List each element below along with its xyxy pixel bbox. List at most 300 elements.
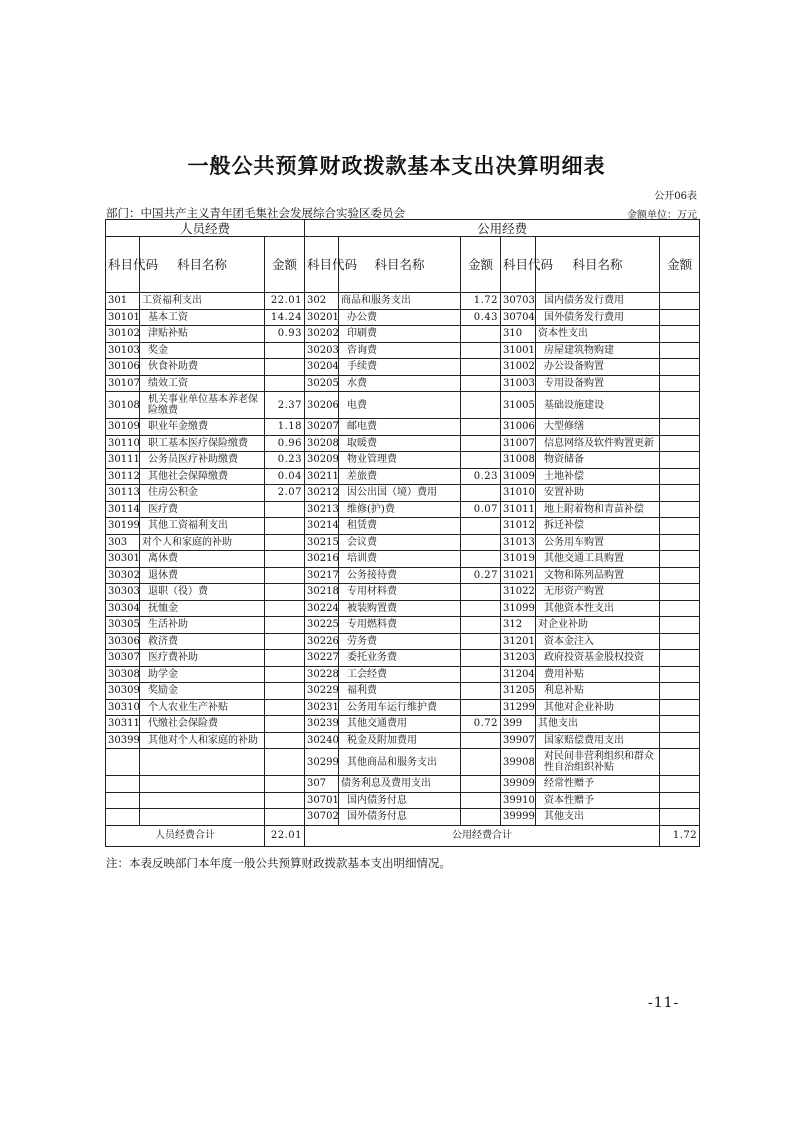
name-cell: 代缴社会保险费 [140,716,265,733]
amount-cell [265,534,305,551]
code-cell: 30108 [106,392,140,419]
name-cell: 维修(护)费 [339,501,461,518]
name-cell: 费用补贴 [536,666,660,683]
name-cell [140,749,265,776]
table-row [106,392,700,419]
personnel-total-label: 人员经费合计 [106,825,265,846]
amount-cell [265,584,305,601]
name-cell: 取暖费 [339,435,461,452]
code-cell: 30231 [305,699,339,716]
code-cell: 30112 [106,468,140,485]
code-cell: 39909 [501,776,536,793]
department-label: 部门：中国共产主义青年团毛集社会发展综合实验区委员会 [106,206,405,220]
table-row [106,567,700,584]
amount-cell [660,551,700,568]
table-row [106,468,700,485]
name-cell: 抚恤金 [140,600,265,617]
code-cell: 30229 [305,683,339,700]
name-cell: 专用设备购置 [536,375,660,392]
name-cell: 培训费 [339,551,461,568]
amount-cell [265,518,305,535]
amount-cell: 0.04 [265,468,305,485]
name-header: 科目名称 [339,237,461,293]
name-cell: 差旅费 [339,468,461,485]
code-cell: 31010 [501,485,536,502]
amount-cell [265,776,305,793]
amount-cell [461,534,501,551]
code-cell: 310 [501,326,536,343]
code-cell: 30216 [305,551,339,568]
code-cell: 301 [106,293,140,310]
table-row [106,551,700,568]
header-group-row [106,220,700,237]
code-cell: 30302 [106,567,140,584]
header-columns-row [106,237,700,293]
amount-cell: 0.23 [461,468,501,485]
amount-cell [660,342,700,359]
code-cell: 30218 [305,584,339,601]
name-cell [140,792,265,809]
amount-cell: 0.43 [461,309,501,326]
amount-cell [461,375,501,392]
page-title: 一般公共预算财政拨款基本支出决算明细表 [187,154,606,178]
name-cell: 国内债务付息 [339,792,461,809]
table-row [106,617,700,634]
amount-cell [660,792,700,809]
amount-cell [265,551,305,568]
amount-cell [660,375,700,392]
code-cell: 30239 [305,716,339,733]
name-cell: 手续费 [339,359,461,376]
amount-cell [660,617,700,634]
amount-cell [265,809,305,826]
name-cell: 利息补贴 [536,683,660,700]
amount-cell [265,716,305,733]
code-cell: 30308 [106,666,140,683]
name-cell: 因公出国（境）费用 [339,485,461,502]
code-cell: 30224 [305,600,339,617]
amount-cell [265,600,305,617]
code-cell: 30311 [106,716,140,733]
amount-cell [461,359,501,376]
amount-cell: 0.72 [461,716,501,733]
code-cell: 30217 [305,567,339,584]
code-cell: 31022 [501,584,536,601]
name-cell: 邮电费 [339,419,461,436]
name-cell: 公务接待费 [339,567,461,584]
name-cell: 工会经费 [339,666,461,683]
name-cell: 职工基本医疗保险缴费 [140,435,265,452]
name-cell: 咨询费 [339,342,461,359]
amount-cell [660,650,700,667]
table-row [106,666,700,683]
code-cell: 30213 [305,501,339,518]
name-cell: 安置补助 [536,485,660,502]
code-cell: 31201 [501,633,536,650]
amount-cell: 2.37 [265,392,305,419]
amount-cell [660,518,700,535]
amount-cell [660,749,700,776]
code-cell: 30209 [305,452,339,469]
name-cell: 职业年金缴费 [140,419,265,436]
name-cell: 国外债务付息 [339,809,461,826]
name-cell: 文物和陈列品购置 [536,567,660,584]
page-number: -11- [648,995,680,1011]
code-cell: 30399 [106,732,140,749]
code-cell: 30701 [305,792,339,809]
amount-cell: 0.07 [461,501,501,518]
table-row [106,699,700,716]
code-cell: 399 [501,716,536,733]
amount-cell [461,809,501,826]
code-cell: 30201 [305,309,339,326]
code-cell: 30107 [106,375,140,392]
amount-cell [461,435,501,452]
name-cell: 对企业补助 [536,617,660,634]
code-cell: 39908 [501,749,536,776]
name-cell: 劳务费 [339,633,461,650]
code-cell: 30227 [305,650,339,667]
name-cell: 公务员医疗补助缴费 [140,452,265,469]
amount-cell [461,419,501,436]
name-cell: 个人农业生产补贴 [140,699,265,716]
code-cell: 31001 [501,342,536,359]
name-cell: 离休费 [140,551,265,568]
code-cell: 31021 [501,567,536,584]
name-cell: 津贴补贴 [140,326,265,343]
code-cell [106,809,140,826]
code-cell: 30304 [106,600,140,617]
code-cell: 31204 [501,666,536,683]
amount-cell [660,435,700,452]
code-cell: 30215 [305,534,339,551]
amount-cell: 0.27 [461,567,501,584]
amount-cell [660,501,700,518]
code-cell: 39910 [501,792,536,809]
code-header: 科目代码 [106,237,140,293]
amount-cell [461,617,501,634]
table-row [106,342,700,359]
name-cell: 办公费 [339,309,461,326]
amount-cell: 1.72 [461,293,501,310]
code-cell: 30202 [305,326,339,343]
code-cell: 31003 [501,375,536,392]
code-cell: 30704 [501,309,536,326]
amount-cell [265,792,305,809]
name-cell: 基本工资 [140,309,265,326]
name-cell: 绩效工资 [140,375,265,392]
table-row [106,485,700,502]
code-cell: 30208 [305,435,339,452]
amount-cell: 14.24 [265,309,305,326]
amount-cell: 1.18 [265,419,305,436]
code-cell: 30203 [305,342,339,359]
amount-header: 金额 [265,237,305,293]
table-row [106,809,700,826]
name-cell: 公务用车运行维护费 [339,699,461,716]
name-cell: 水费 [339,375,461,392]
name-cell: 其他商品和服务支出 [339,749,461,776]
name-cell: 其他支出 [536,716,660,733]
amount-cell [461,518,501,535]
code-cell: 31013 [501,534,536,551]
table-row [106,419,700,436]
amount-cell [461,551,501,568]
code-cell: 30114 [106,501,140,518]
amount-cell [461,342,501,359]
name-cell: 伙食补助费 [140,359,265,376]
code-cell [106,776,140,793]
name-cell: 公务用车购置 [536,534,660,551]
public-total-label: 公用经费合计 [305,825,660,846]
name-cell [140,776,265,793]
code-cell: 39907 [501,732,536,749]
amount-cell [660,359,700,376]
name-cell: 物业管理费 [339,452,461,469]
name-cell: 无形资产购置 [536,584,660,601]
code-cell: 30702 [305,809,339,826]
name-cell: 大型修缮 [536,419,660,436]
table-row [106,792,700,809]
name-cell: 印刷费 [339,326,461,343]
name-cell: 工资福利支出 [140,293,265,310]
code-cell: 30214 [305,518,339,535]
code-cell: 30306 [106,633,140,650]
name-cell: 退职（役）费 [140,584,265,601]
amount-cell [660,293,700,310]
name-cell: 福利费 [339,683,461,700]
code-cell: 307 [305,776,339,793]
amount-cell [461,485,501,502]
amount-cell [461,699,501,716]
table-row [106,359,700,376]
code-cell: 31005 [501,392,536,419]
amount-cell: 22.01 [265,293,305,310]
table-row [106,452,700,469]
table-row [106,584,700,601]
name-cell: 助学金 [140,666,265,683]
name-cell: 基础设施建设 [536,392,660,419]
amount-cell [265,633,305,650]
table-row [106,749,700,776]
amount-cell [461,792,501,809]
amount-cell [660,534,700,551]
amount-cell: 0.96 [265,435,305,452]
amount-cell [660,809,700,826]
amount-cell [660,326,700,343]
code-cell: 312 [501,617,536,634]
code-cell: 31007 [501,435,536,452]
code-cell: 39999 [501,809,536,826]
code-cell: 31205 [501,683,536,700]
name-cell: 商品和服务支出 [339,293,461,310]
expenditure-table [105,219,700,847]
name-cell: 奖励金 [140,683,265,700]
name-cell: 救济费 [140,633,265,650]
amount-header: 金额 [461,237,501,293]
code-cell: 30204 [305,359,339,376]
amount-cell [461,600,501,617]
code-header: 科目代码 [501,237,536,293]
code-cell: 31299 [501,699,536,716]
amount-cell [461,776,501,793]
code-cell: 30212 [305,485,339,502]
code-cell: 30301 [106,551,140,568]
public-header: 公用经费 [305,220,700,237]
code-cell: 31002 [501,359,536,376]
table-row [106,776,700,793]
amount-cell [660,309,700,326]
amount-cell [461,392,501,419]
totals-row [106,825,700,846]
public-total-value: 1.72 [660,825,700,846]
name-cell: 生活补助 [140,617,265,634]
amount-cell [265,375,305,392]
code-cell: 30102 [106,326,140,343]
code-cell: 30226 [305,633,339,650]
amount-cell: 0.23 [265,452,305,469]
name-cell: 住房公积金 [140,485,265,502]
name-cell: 对民间非营利组织和群众性自治组织补贴 [536,749,660,776]
name-cell: 资本性支出 [536,326,660,343]
code-cell: 30103 [106,342,140,359]
code-cell: 30310 [106,699,140,716]
amount-cell [660,567,700,584]
name-cell: 资本性赠予 [536,792,660,809]
code-cell: 31099 [501,600,536,617]
code-cell: 30305 [106,617,140,634]
name-cell: 医疗费 [140,501,265,518]
table-row [106,633,700,650]
amount-cell [461,749,501,776]
code-cell: 31006 [501,419,536,436]
code-cell: 30101 [106,309,140,326]
code-cell: 31011 [501,501,536,518]
name-cell: 机关事业单位基本养老保险缴费 [140,392,265,419]
table-row [106,600,700,617]
code-cell: 31203 [501,650,536,667]
table-row [106,309,700,326]
table-row [106,293,700,310]
amount-cell [265,650,305,667]
amount-header: 金额 [660,237,700,293]
amount-cell [265,567,305,584]
code-cell: 30205 [305,375,339,392]
name-cell [140,809,265,826]
code-cell: 30228 [305,666,339,683]
amount-cell: 0.93 [265,326,305,343]
table-row [106,716,700,733]
code-cell: 30211 [305,468,339,485]
code-cell: 30299 [305,749,339,776]
amount-cell [461,584,501,601]
name-cell: 专用燃料费 [339,617,461,634]
name-cell: 土地补偿 [536,468,660,485]
code-cell [106,749,140,776]
code-cell: 30309 [106,683,140,700]
name-cell: 国内债务发行费用 [536,293,660,310]
amount-cell [265,749,305,776]
name-cell: 会议费 [339,534,461,551]
name-cell: 国家赔偿费用支出 [536,732,660,749]
amount-cell [660,683,700,700]
name-cell: 其他交通工具购置 [536,551,660,568]
amount-cell [660,633,700,650]
name-cell: 委托业务费 [339,650,461,667]
amount-cell [660,485,700,502]
table-row [106,501,700,518]
name-cell: 房屋建筑物购建 [536,342,660,359]
code-cell: 31009 [501,468,536,485]
code-cell: 31019 [501,551,536,568]
name-cell: 被装购置费 [339,600,461,617]
amount-cell [461,326,501,343]
code-cell: 30225 [305,617,339,634]
code-cell: 302 [305,293,339,310]
amount-cell [660,584,700,601]
code-cell: 30303 [106,584,140,601]
table-row [106,326,700,343]
name-cell: 电费 [339,392,461,419]
personnel-total-value: 22.01 [265,825,305,846]
code-cell: 30106 [106,359,140,376]
code-cell: 30240 [305,732,339,749]
amount-cell [265,683,305,700]
amount-cell [660,699,700,716]
name-header: 科目名称 [140,237,265,293]
code-cell: 31012 [501,518,536,535]
name-cell: 其他工资福利支出 [140,518,265,535]
amount-cell [461,452,501,469]
name-cell: 其他支出 [536,809,660,826]
amount-cell [265,617,305,634]
amount-cell [660,468,700,485]
code-cell: 30113 [106,485,140,502]
name-cell: 其他对企业补助 [536,699,660,716]
code-cell: 30109 [106,419,140,436]
amount-cell [461,666,501,683]
code-cell: 30206 [305,392,339,419]
code-cell: 30207 [305,419,339,436]
name-cell: 其他对个人和家庭的补助 [140,732,265,749]
name-header: 科目名称 [536,237,660,293]
code-cell: 31008 [501,452,536,469]
amount-cell: 2.07 [265,485,305,502]
code-cell: 30110 [106,435,140,452]
table-row [106,534,700,551]
amount-cell [265,699,305,716]
amount-cell [461,732,501,749]
table-row [106,650,700,667]
code-cell: 30703 [501,293,536,310]
name-cell: 税金及附加费用 [339,732,461,749]
amount-cell [461,650,501,667]
form-number: 公开06表 [654,191,697,202]
code-cell: 303 [106,534,140,551]
code-cell [106,792,140,809]
amount-cell [265,732,305,749]
name-cell: 其他交通费用 [339,716,461,733]
name-cell: 资本金注入 [536,633,660,650]
name-cell: 债务利息及费用支出 [339,776,461,793]
amount-cell [265,342,305,359]
table-row [106,518,700,535]
name-cell: 信息网络及软件购置更新 [536,435,660,452]
name-cell: 经常性赠予 [536,776,660,793]
name-cell: 地上附着物和青苗补偿 [536,501,660,518]
amount-cell [660,666,700,683]
code-cell: 30199 [106,518,140,535]
